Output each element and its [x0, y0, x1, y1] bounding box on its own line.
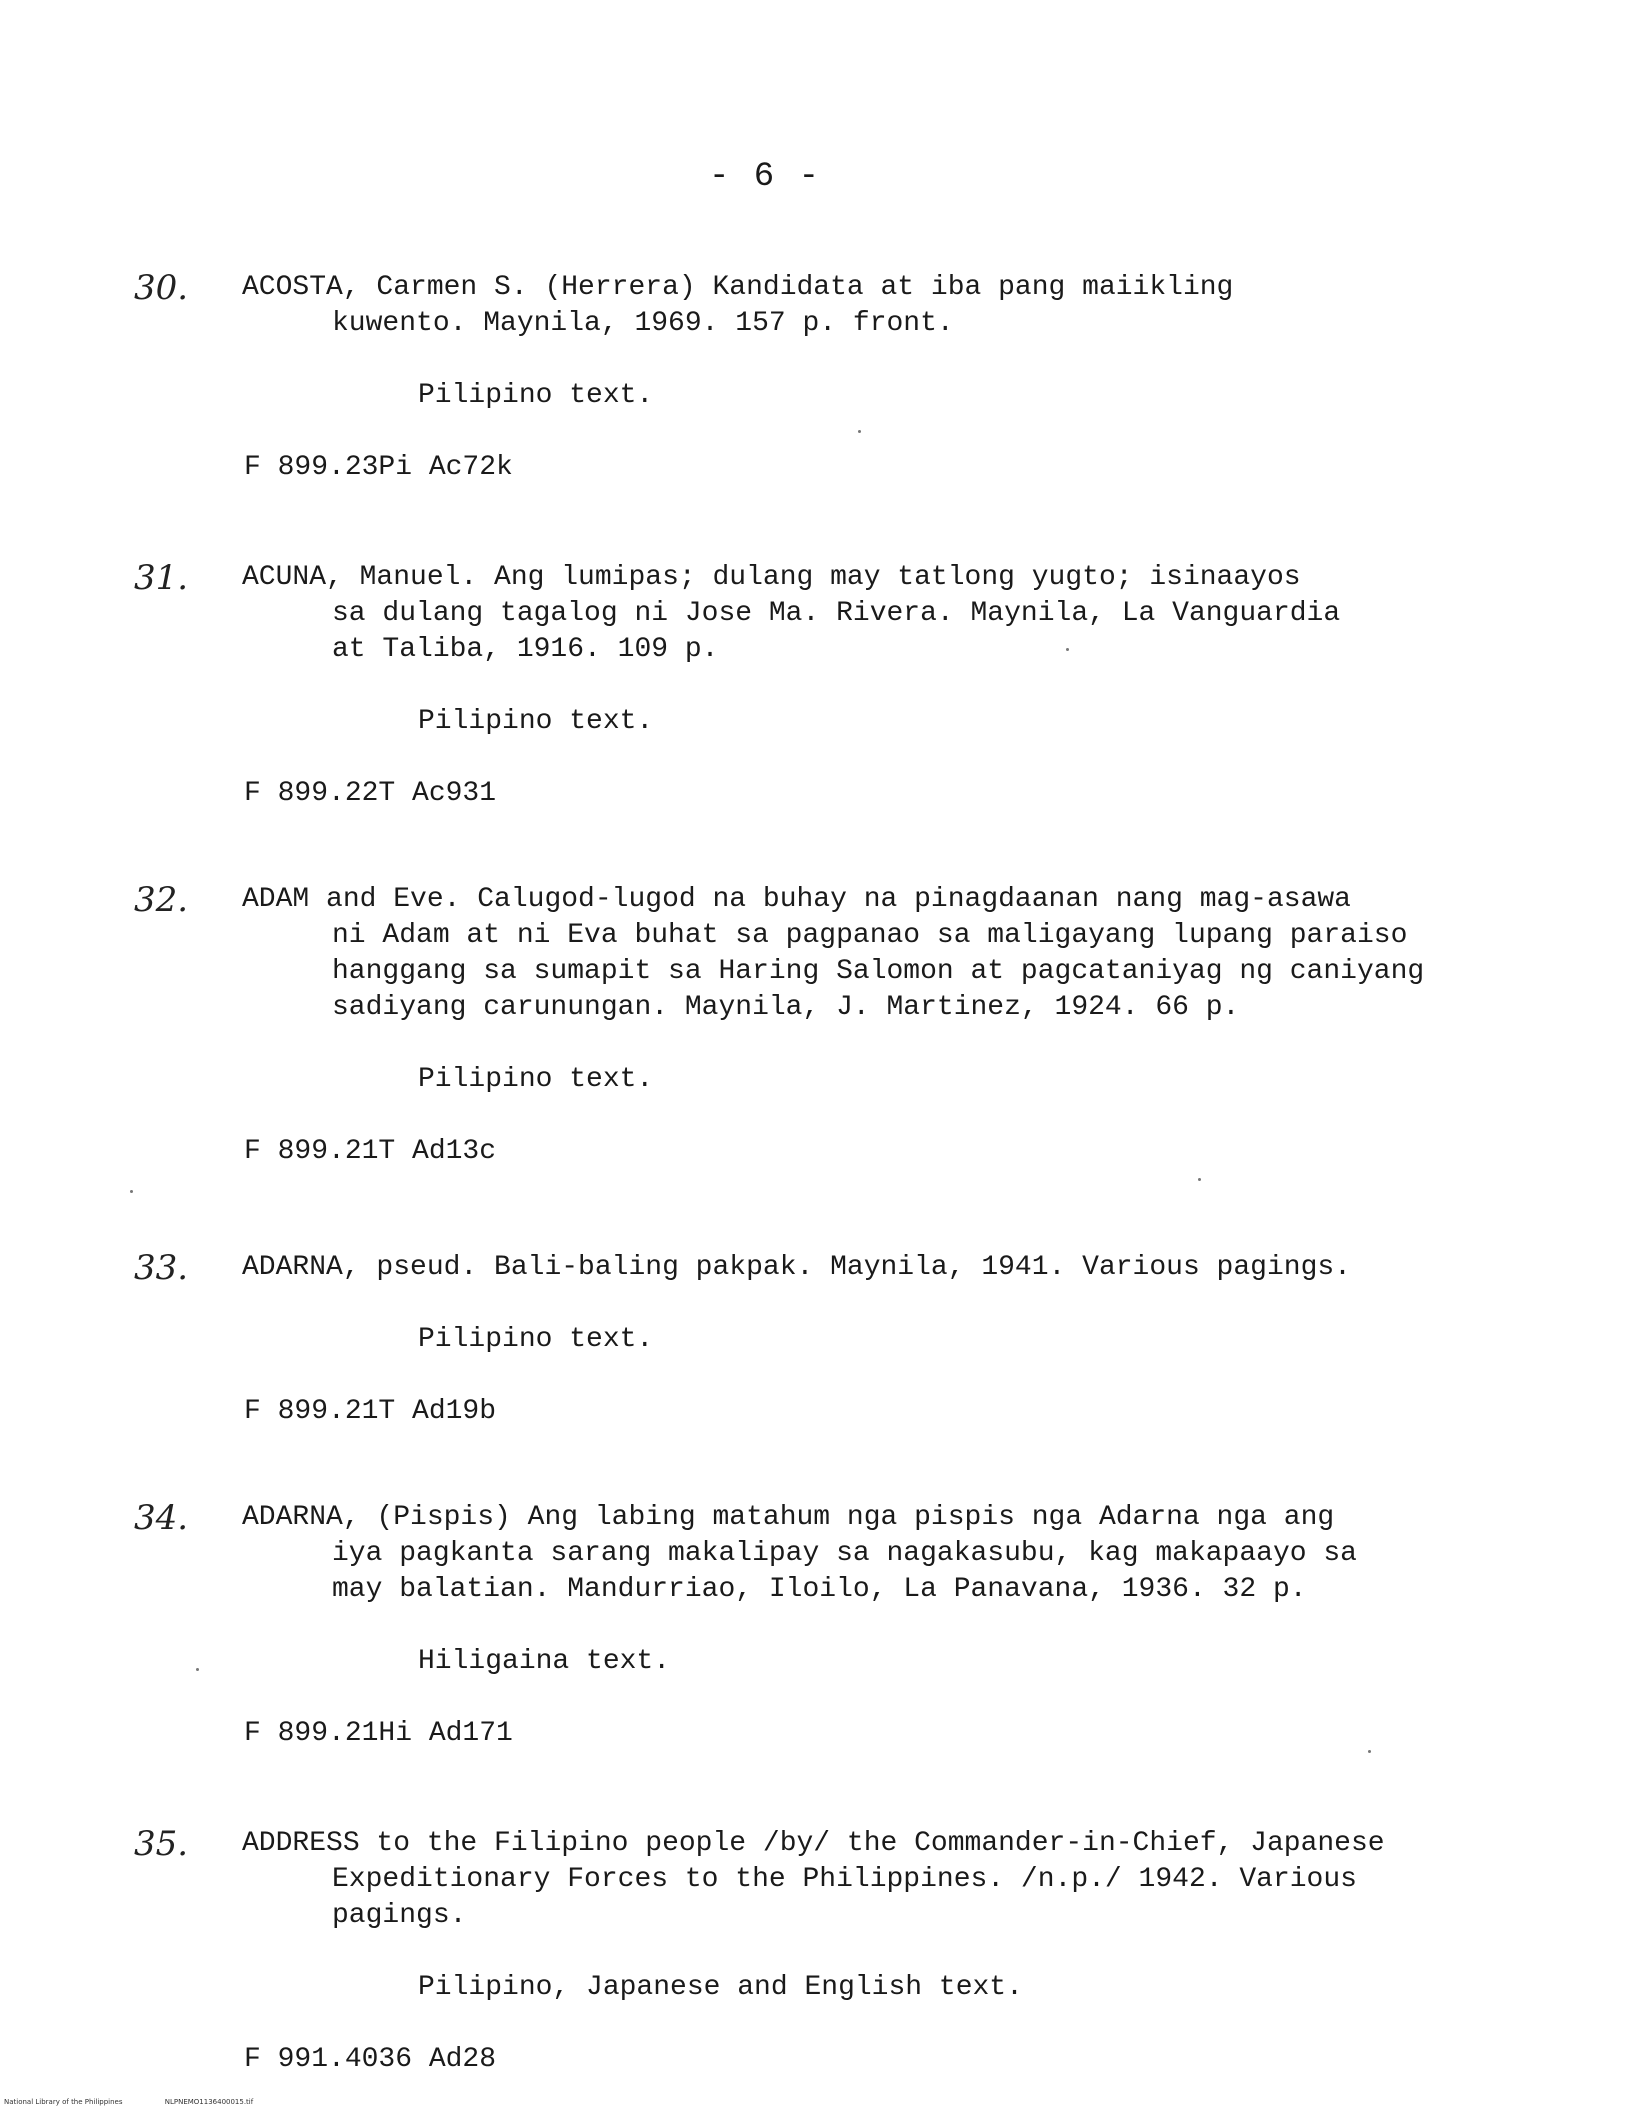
citation-line: ACOSTA, Carmen S. (Herrera) Kandidata at iba pang maiikling	[242, 272, 1234, 303]
entry-citation	[242, 560, 1532, 668]
language-note: Pilipino text.	[418, 380, 654, 411]
scan-speck	[1066, 648, 1069, 651]
entry-citation	[242, 1826, 1532, 1934]
entry-citation	[242, 270, 1532, 342]
entry-citation	[242, 1250, 1532, 1286]
scan-speck	[196, 1668, 199, 1671]
entry-number: 30.	[134, 268, 189, 308]
scan-speck	[858, 430, 861, 433]
citation-line: ADARNA, (Pispis) Ang labing matahum nga pispis nga Adarna nga ang	[242, 1502, 1335, 1533]
citation-line: at Taliba, 1916. 109 p.	[332, 634, 719, 665]
language-note: Pilipino text.	[418, 1324, 654, 1355]
citation-line: iya pagkanta sarang makalipay sa nagakasubu, kag makapaayo sa	[332, 1538, 1357, 1569]
call-number: F 899.21T Ad19b	[244, 1396, 497, 1427]
citation-line: ADAM and Eve. Calugod-lugod na buhay na pinagdaanan nang mag-asawa	[242, 884, 1351, 915]
citation-line: ni Adam at ni Eva buhat sa pagpanao sa maligayang lupang paraiso	[332, 920, 1408, 951]
entry-number: 34.	[134, 1498, 189, 1538]
call-number: F 899.21T Ad13c	[244, 1136, 497, 1167]
language-note: Pilipino, Japanese and English text.	[418, 1972, 1023, 2003]
call-number: F 899.22T Ac931	[244, 778, 497, 809]
citation-line: ADDRESS to the Filipino people /by/ the Commander-in-Chief, Japanese	[242, 1828, 1385, 1859]
call-number: F 899.21Hi Ad171	[244, 1718, 513, 1749]
citation-line: hanggang sa sumapit sa Haring Salomon at pagcataniyag ng caniyang	[332, 956, 1425, 987]
citation-line: sa dulang tagalog ni Jose Ma. Rivera. Maynila, La Vanguardia	[332, 598, 1341, 629]
call-number: F 991.4036 Ad28	[244, 2044, 497, 2075]
citation-line: pagings.	[332, 1900, 467, 1931]
citation-line: Expeditionary Forces to the Philippines. /n.p./ 1942. Various	[332, 1864, 1357, 1895]
citation-line: kuwento. Maynila, 1969. 157 p. front.	[332, 308, 954, 339]
scan-speck	[1198, 1178, 1201, 1181]
entry-number: 33.	[134, 1248, 189, 1288]
language-note: Pilipino text.	[418, 1064, 654, 1095]
entry-number: 31.	[134, 558, 189, 598]
entry-citation	[242, 1500, 1532, 1608]
footer-filename: NLPNEMO1136400015.tif	[164, 2098, 254, 2106]
citation-line: ACUNA, Manuel. Ang lumipas; dulang may tatlong yugto; isinaayos	[242, 562, 1301, 593]
scan-footer	[4, 2098, 293, 2106]
entry-number: 32.	[134, 880, 189, 920]
language-note: Hiligaina text.	[418, 1646, 671, 1677]
footer-library: National Library of the Philippines	[4, 2098, 123, 2106]
citation-line: may balatian. Mandurriao, Iloilo, La Panavana, 1936. 32 p.	[332, 1574, 1307, 1605]
scan-speck	[1368, 1750, 1371, 1753]
call-number: F 899.23Pi Ac72k	[244, 452, 513, 483]
scan-speck	[130, 1190, 133, 1193]
page-number: - 6 -	[708, 158, 822, 196]
citation-line: ADARNA, pseud. Bali-baling pakpak. Maynila, 1941. Various pagings.	[242, 1252, 1351, 1283]
entry-citation	[242, 882, 1532, 1026]
citation-line: sadiyang carunungan. Maynila, J. Martinez, 1924. 66 p.	[332, 992, 1240, 1023]
entry-number: 35.	[134, 1824, 189, 1864]
language-note: Pilipino text.	[418, 706, 654, 737]
